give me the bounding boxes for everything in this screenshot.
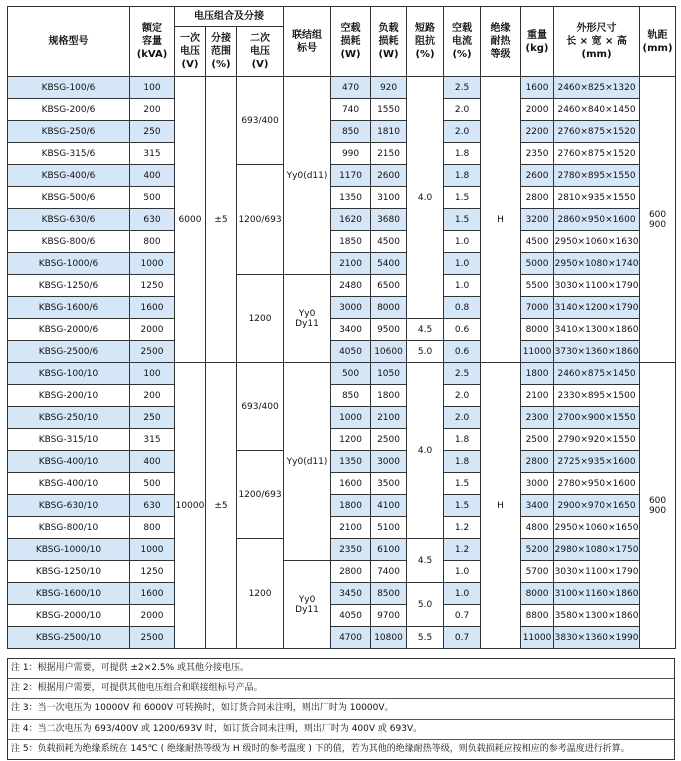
header-insulation: 绝缘 耐热 等级 xyxy=(481,7,521,77)
cell-weight: 2600 xyxy=(521,165,554,187)
cell-model: KBSG-630/6 xyxy=(8,209,130,231)
cell-capacity: 250 xyxy=(130,407,175,429)
cell-model: KBSG-2000/6 xyxy=(8,319,130,341)
cell-tap-range: ±5 xyxy=(206,363,237,649)
cell-weight: 5200 xyxy=(521,539,554,561)
table-row xyxy=(8,253,676,275)
spec-table-body xyxy=(8,77,676,649)
cell-load-loss: 4100 xyxy=(371,495,407,517)
cell-load-loss: 9500 xyxy=(371,319,407,341)
vector-group-label: Dy11 xyxy=(295,604,319,615)
cell-capacity: 2500 xyxy=(130,341,175,363)
cell-model: KBSG-200/6 xyxy=(8,99,130,121)
cell-weight: 2800 xyxy=(521,187,554,209)
cell-weight: 2800 xyxy=(521,451,554,473)
table-row xyxy=(8,473,676,495)
cell-gauge xyxy=(640,77,676,363)
cell-noload-current: 1.8 xyxy=(444,165,481,187)
cell-model: KBSG-250/6 xyxy=(8,121,130,143)
cell-capacity: 400 xyxy=(130,165,175,187)
cell-capacity: 1250 xyxy=(130,275,175,297)
cell-model: KBSG-200/10 xyxy=(8,385,130,407)
cell-noload-current: 2.0 xyxy=(444,99,481,121)
cell-model: KBSG-500/6 xyxy=(8,187,130,209)
cell-load-loss: 3500 xyxy=(371,473,407,495)
cell-dimensions: 2780×950×1600 xyxy=(554,473,640,495)
cell-model: KBSG-315/6 xyxy=(8,143,130,165)
cell-secondary-voltage: 1200 xyxy=(237,275,284,363)
cell-load-loss: 9700 xyxy=(371,605,407,627)
cell-capacity: 100 xyxy=(130,77,175,99)
cell-dimensions: 2760×875×1520 xyxy=(554,143,640,165)
header-noload-loss: 空载 损耗 (W) xyxy=(331,7,371,77)
cell-model: KBSG-1600/10 xyxy=(8,583,130,605)
cell-weight: 2000 xyxy=(521,99,554,121)
cell-dimensions: 2330×895×1500 xyxy=(554,385,640,407)
cell-weight: 2300 xyxy=(521,407,554,429)
table-row xyxy=(8,99,676,121)
cell-dimensions: 2760×875×1520 xyxy=(554,121,640,143)
table-row xyxy=(8,297,676,319)
cell-model: KBSG-630/10 xyxy=(8,495,130,517)
table-row xyxy=(8,495,676,517)
cell-weight: 5700 xyxy=(521,561,554,583)
table-row xyxy=(8,209,676,231)
cell-capacity: 500 xyxy=(130,473,175,495)
cell-secondary-voltage: 693/400 xyxy=(237,77,284,165)
cell-load-loss: 8000 xyxy=(371,297,407,319)
cell-secondary-voltage: 1200/693 xyxy=(237,165,284,275)
cell-weight: 11000 xyxy=(521,341,554,363)
cell-noload-loss: 2100 xyxy=(331,517,371,539)
cell-dimensions: 2900×970×1650 xyxy=(554,495,640,517)
cell-load-loss: 2600 xyxy=(371,165,407,187)
cell-weight: 8800 xyxy=(521,605,554,627)
cell-dimensions: 2950×1080×1740 xyxy=(554,253,640,275)
cell-weight: 3400 xyxy=(521,495,554,517)
note-5: 注 5：负载损耗为绝缘系统在 145℃ ( 绝缘耐热等级为 H 级时的参考温度 ) 下的值，若为其他的绝缘耐热等级，则负载损耗应按相应的参考温度进行折算。 xyxy=(8,739,674,759)
cell-dimensions: 2460×840×1450 xyxy=(554,99,640,121)
cell-noload-current: 2.0 xyxy=(444,385,481,407)
cell-load-loss: 1800 xyxy=(371,385,407,407)
cell-weight: 1600 xyxy=(521,77,554,99)
cell-noload-loss: 1850 xyxy=(331,231,371,253)
cell-impedance: 4.5 xyxy=(407,539,444,583)
cell-capacity: 1600 xyxy=(130,297,175,319)
cell-vector-group xyxy=(284,363,331,561)
header-weight: 重量 (kg) xyxy=(521,7,554,77)
table-row xyxy=(8,319,676,341)
cell-noload-loss: 4050 xyxy=(331,605,371,627)
cell-noload-loss: 2100 xyxy=(331,253,371,275)
cell-dimensions: 2460×825×1320 xyxy=(554,77,640,99)
cell-dimensions: 2780×895×1550 xyxy=(554,165,640,187)
cell-tap-range: ±5 xyxy=(206,77,237,363)
cell-model: KBSG-100/10 xyxy=(8,363,130,385)
gauge-value: 600 xyxy=(648,209,667,220)
table-row xyxy=(8,605,676,627)
table-row xyxy=(8,275,676,297)
cell-weight: 2100 xyxy=(521,385,554,407)
cell-model: KBSG-400/6 xyxy=(8,165,130,187)
cell-weight: 4500 xyxy=(521,231,554,253)
cell-model: KBSG-1000/10 xyxy=(8,539,130,561)
cell-load-loss: 6100 xyxy=(371,539,407,561)
cell-noload-current: 1.2 xyxy=(444,539,481,561)
note-1: 注 1：根据用户需要，可提供 ±2×2.5% 或其他分接电压。 xyxy=(11,663,249,673)
table-row xyxy=(8,385,676,407)
table-row xyxy=(8,451,676,473)
cell-noload-current: 1.8 xyxy=(444,451,481,473)
gauge-value: 900 xyxy=(648,219,667,230)
gauge-value: 900 xyxy=(648,505,667,516)
cell-noload-current: 2.5 xyxy=(444,77,481,99)
cell-weight: 3000 xyxy=(521,473,554,495)
cell-noload-loss: 1170 xyxy=(331,165,371,187)
cell-dimensions: 2860×950×1600 xyxy=(554,209,640,231)
cell-noload-current: 1.0 xyxy=(444,583,481,605)
transformer-spec-table xyxy=(7,6,676,649)
cell-noload-current: 0.7 xyxy=(444,627,481,649)
cell-secondary-voltage: 693/400 xyxy=(237,363,284,451)
table-row xyxy=(8,143,676,165)
spec-table-wrapper xyxy=(7,6,675,649)
table-row xyxy=(8,583,676,605)
cell-impedance: 5.0 xyxy=(407,583,444,627)
vector-group-label: Dy11 xyxy=(295,318,319,329)
cell-noload-current: 2.0 xyxy=(444,121,481,143)
cell-dimensions: 2700×900×1550 xyxy=(554,407,640,429)
cell-capacity: 400 xyxy=(130,451,175,473)
vector-group-label: Yy0(d11) xyxy=(286,170,328,181)
cell-gauge xyxy=(640,363,676,649)
cell-vector-group xyxy=(284,561,331,649)
cell-capacity: 2000 xyxy=(130,605,175,627)
gauge-value: 600 xyxy=(648,495,667,506)
vector-group-label: Yy0(d11) xyxy=(286,456,328,467)
cell-noload-loss: 2800 xyxy=(331,561,371,583)
cell-noload-current: 1.5 xyxy=(444,495,481,517)
cell-noload-loss: 850 xyxy=(331,121,371,143)
cell-weight: 2500 xyxy=(521,429,554,451)
header-capacity: 额定 容量 (kVA) xyxy=(130,7,175,77)
vector-group-label: Yy0 xyxy=(298,594,316,605)
cell-capacity: 800 xyxy=(130,517,175,539)
header-impedance: 短路 阻抗 (%) xyxy=(407,7,444,77)
cell-model: KBSG-315/10 xyxy=(8,429,130,451)
cell-load-loss: 2500 xyxy=(371,429,407,451)
cell-primary-voltage: 10000 xyxy=(175,363,206,649)
cell-dimensions: 2810×935×1550 xyxy=(554,187,640,209)
cell-capacity: 315 xyxy=(130,429,175,451)
cell-load-loss: 2100 xyxy=(371,407,407,429)
table-row xyxy=(8,627,676,649)
cell-model: KBSG-1600/6 xyxy=(8,297,130,319)
cell-impedance: 4.5 xyxy=(407,319,444,341)
cell-vector-group xyxy=(284,275,331,363)
cell-weight: 11000 xyxy=(521,627,554,649)
cell-model: KBSG-1250/10 xyxy=(8,561,130,583)
cell-noload-loss: 500 xyxy=(331,363,371,385)
table-row xyxy=(8,121,676,143)
cell-weight: 5000 xyxy=(521,253,554,275)
cell-capacity: 800 xyxy=(130,231,175,253)
table-row xyxy=(8,231,676,253)
cell-noload-current: 0.7 xyxy=(444,605,481,627)
cell-noload-loss: 1350 xyxy=(331,451,371,473)
header-voltage-group: 电压组合及分接 xyxy=(175,7,284,27)
cell-model: KBSG-100/6 xyxy=(8,77,130,99)
cell-impedance: 4.0 xyxy=(407,363,444,539)
cell-weight: 2350 xyxy=(521,143,554,165)
cell-noload-loss: 3450 xyxy=(331,583,371,605)
cell-impedance: 4.0 xyxy=(407,77,444,319)
cell-model: KBSG-2500/10 xyxy=(8,627,130,649)
cell-weight: 4800 xyxy=(521,517,554,539)
header-tap-range: 分接 范围 (%) xyxy=(206,27,237,77)
cell-capacity: 630 xyxy=(130,209,175,231)
header-primary-voltage: 一次 电压 (V) xyxy=(175,27,206,77)
cell-noload-loss: 4050 xyxy=(331,341,371,363)
cell-load-loss: 2150 xyxy=(371,143,407,165)
cell-secondary-voltage: 1200/693 xyxy=(237,451,284,539)
cell-noload-current: 1.0 xyxy=(444,561,481,583)
cell-noload-current: 1.0 xyxy=(444,253,481,275)
header-gauge: 轨距 (mm) xyxy=(640,7,676,77)
cell-capacity: 2000 xyxy=(130,319,175,341)
cell-noload-current: 1.8 xyxy=(444,429,481,451)
cell-dimensions: 3100×1160×1860 xyxy=(554,583,640,605)
cell-model: KBSG-1000/6 xyxy=(8,253,130,275)
notes-box xyxy=(7,658,675,760)
cell-noload-loss: 850 xyxy=(331,385,371,407)
cell-load-loss: 1550 xyxy=(371,99,407,121)
cell-insulation: H xyxy=(481,363,521,649)
cell-capacity: 2500 xyxy=(130,627,175,649)
cell-capacity: 100 xyxy=(130,363,175,385)
cell-noload-loss: 1000 xyxy=(331,407,371,429)
cell-noload-loss: 1800 xyxy=(331,495,371,517)
cell-noload-loss: 2480 xyxy=(331,275,371,297)
table-row xyxy=(8,341,676,363)
cell-dimensions: 3580×1300×1860 xyxy=(554,605,640,627)
cell-noload-loss: 1600 xyxy=(331,473,371,495)
note-3: 注 3：当一次电压为 10000V 和 6000V 可转换时，如订货合同未注明，则出厂时为 10000V。 xyxy=(8,698,674,718)
table-row xyxy=(8,517,676,539)
cell-noload-loss: 3000 xyxy=(331,297,371,319)
cell-load-loss: 6500 xyxy=(371,275,407,297)
cell-dimensions: 3140×1200×1790 xyxy=(554,297,640,319)
cell-capacity: 1000 xyxy=(130,539,175,561)
cell-capacity: 250 xyxy=(130,121,175,143)
cell-dimensions: 3030×1100×1790 xyxy=(554,275,640,297)
header-vector-group: 联结组 标号 xyxy=(284,7,331,77)
cell-noload-loss: 990 xyxy=(331,143,371,165)
header-dimensions: 外形尺寸 长 × 宽 × 高 (mm) xyxy=(554,7,640,77)
cell-noload-loss: 2350 xyxy=(331,539,371,561)
cell-model: KBSG-800/10 xyxy=(8,517,130,539)
cell-load-loss: 1810 xyxy=(371,121,407,143)
cell-dimensions: 2980×1080×1750 xyxy=(554,539,640,561)
cell-noload-current: 1.2 xyxy=(444,517,481,539)
cell-load-loss: 10600 xyxy=(371,341,407,363)
cell-noload-current: 0.6 xyxy=(444,319,481,341)
cell-model: KBSG-800/6 xyxy=(8,231,130,253)
cell-noload-current: 1.5 xyxy=(444,187,481,209)
cell-load-loss: 7400 xyxy=(371,561,407,583)
cell-noload-loss: 1620 xyxy=(331,209,371,231)
cell-capacity: 1250 xyxy=(130,561,175,583)
cell-dimensions: 2725×935×1600 xyxy=(554,451,640,473)
cell-load-loss: 3680 xyxy=(371,209,407,231)
table-row xyxy=(8,561,676,583)
cell-dimensions: 3730×1360×1860 xyxy=(554,341,640,363)
cell-weight: 8000 xyxy=(521,583,554,605)
cell-weight: 7000 xyxy=(521,297,554,319)
cell-noload-current: 2.0 xyxy=(444,407,481,429)
cell-noload-loss: 1200 xyxy=(331,429,371,451)
table-row xyxy=(8,429,676,451)
cell-dimensions: 3410×1300×1860 xyxy=(554,319,640,341)
table-row xyxy=(8,363,676,385)
cell-weight: 8000 xyxy=(521,319,554,341)
cell-noload-loss: 4700 xyxy=(331,627,371,649)
cell-capacity: 315 xyxy=(130,143,175,165)
cell-load-loss: 3000 xyxy=(371,451,407,473)
cell-weight: 5500 xyxy=(521,275,554,297)
note-2: 注 2：根据用户需要，可提供其他电压组合和联接组标号产品。 xyxy=(8,678,674,698)
cell-noload-loss: 3400 xyxy=(331,319,371,341)
cell-noload-current: 1.0 xyxy=(444,231,481,253)
cell-model: KBSG-400/10 xyxy=(8,451,130,473)
cell-model: KBSG-400/10 xyxy=(8,473,130,495)
cell-load-loss: 3100 xyxy=(371,187,407,209)
cell-impedance: 5.5 xyxy=(407,627,444,649)
cell-load-loss: 4500 xyxy=(371,231,407,253)
header-secondary-voltage: 二次 电压 (V) xyxy=(237,27,284,77)
note-4: 注 4：当二次电压为 693/400V 或 1200/693V 时，如订货合同未注明，则出厂时为 400V 或 693V。 xyxy=(8,719,674,739)
table-row xyxy=(8,77,676,99)
header-model: 规格型号 xyxy=(8,7,130,77)
table-row xyxy=(8,165,676,187)
cell-dimensions: 3030×1100×1790 xyxy=(554,561,640,583)
cell-noload-loss: 1350 xyxy=(331,187,371,209)
cell-capacity: 200 xyxy=(130,385,175,407)
cell-vector-group xyxy=(284,77,331,275)
cell-load-loss: 5400 xyxy=(371,253,407,275)
cell-noload-loss: 470 xyxy=(331,77,371,99)
cell-load-loss: 10800 xyxy=(371,627,407,649)
table-row xyxy=(8,187,676,209)
cell-capacity: 1600 xyxy=(130,583,175,605)
cell-noload-current: 2.5 xyxy=(444,363,481,385)
cell-insulation: H xyxy=(481,77,521,363)
header-load-loss: 负载 损耗 (W) xyxy=(371,7,407,77)
cell-secondary-voltage: 1200 xyxy=(237,539,284,649)
cell-capacity: 1000 xyxy=(130,253,175,275)
cell-load-loss: 1050 xyxy=(371,363,407,385)
table-row xyxy=(8,407,676,429)
cell-load-loss: 8500 xyxy=(371,583,407,605)
cell-capacity: 500 xyxy=(130,187,175,209)
cell-load-loss: 5100 xyxy=(371,517,407,539)
cell-dimensions: 2460×875×1450 xyxy=(554,363,640,385)
vector-group-label: Yy0 xyxy=(298,308,316,319)
cell-weight: 3200 xyxy=(521,209,554,231)
cell-model: KBSG-2000/10 xyxy=(8,605,130,627)
cell-primary-voltage: 6000 xyxy=(175,77,206,363)
cell-model: KBSG-250/10 xyxy=(8,407,130,429)
cell-noload-current: 0.6 xyxy=(444,341,481,363)
cell-weight: 2200 xyxy=(521,121,554,143)
cell-weight: 1800 xyxy=(521,363,554,385)
cell-noload-current: 1.8 xyxy=(444,143,481,165)
cell-noload-current: 0.8 xyxy=(444,297,481,319)
cell-dimensions: 2790×920×1550 xyxy=(554,429,640,451)
cell-noload-current: 1.5 xyxy=(444,473,481,495)
cell-dimensions: 2950×1060×1650 xyxy=(554,517,640,539)
cell-impedance: 5.0 xyxy=(407,341,444,363)
cell-noload-current: 1.5 xyxy=(444,209,481,231)
cell-noload-loss: 740 xyxy=(331,99,371,121)
table-row xyxy=(8,539,676,561)
cell-dimensions: 3830×1360×1990 xyxy=(554,627,640,649)
cell-model: KBSG-2500/6 xyxy=(8,341,130,363)
cell-capacity: 630 xyxy=(130,495,175,517)
cell-noload-current: 1.0 xyxy=(444,275,481,297)
cell-capacity: 200 xyxy=(130,99,175,121)
cell-model: KBSG-1250/6 xyxy=(8,275,130,297)
cell-load-loss: 920 xyxy=(371,77,407,99)
header-noload-current: 空载 电流 (%) xyxy=(444,7,481,77)
cell-dimensions: 2950×1060×1630 xyxy=(554,231,640,253)
